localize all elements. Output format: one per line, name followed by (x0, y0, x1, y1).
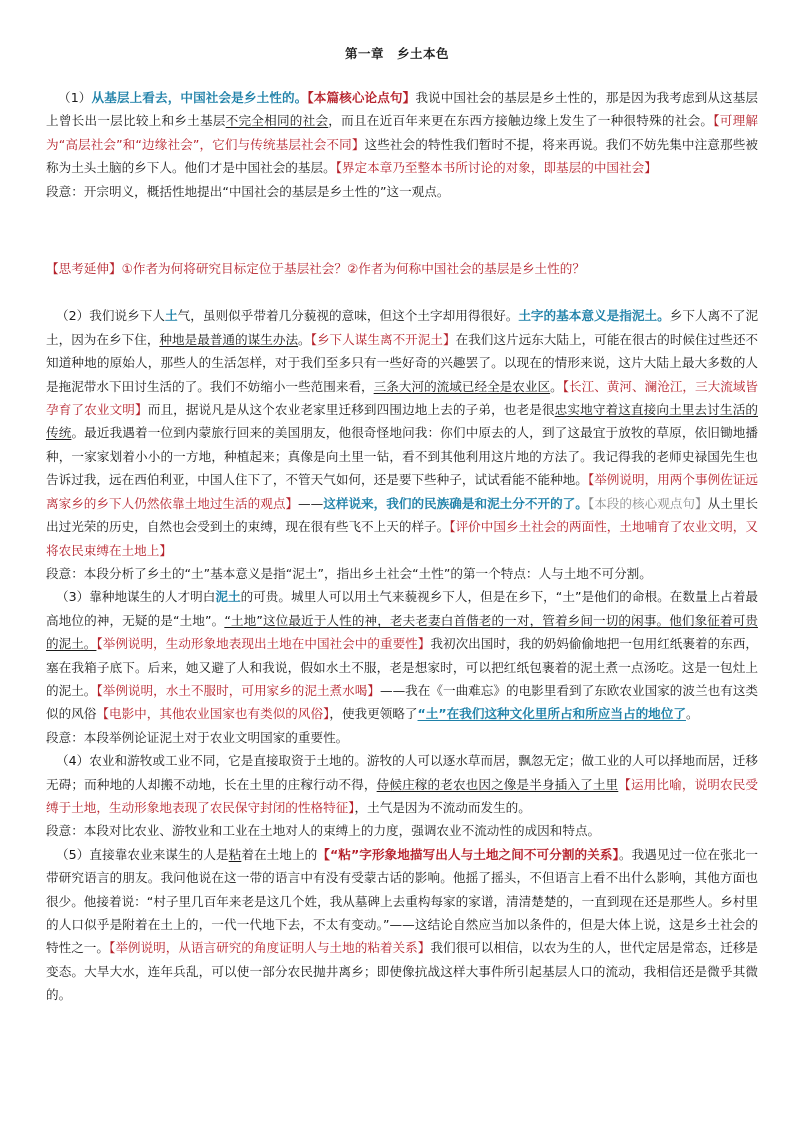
paragraph-gist: 段意：本段举例论证泥土对于农业文明国家的重要性。 (46, 729, 349, 745)
annotation: 【本篇核心论点句】 (307, 90, 416, 105)
keyword: 土 (165, 308, 178, 324)
chapter-title: 第一章 乡土本色 (344, 46, 449, 61)
key-sentence: 从基层上看去，中国社会是乡土性的。 (91, 90, 308, 105)
annotation: 【电影中，其他农业国家也有类似的风俗】 (96, 706, 330, 722)
annotation: 【长江、黄河、澜沧江，三大流域皆孕育了农业文明】 (46, 378, 759, 418)
key-sentence: 这样说来，我们的民族确是和泥土分不开的了。 (323, 495, 588, 511)
paragraph-5: （5）直接靠农业来谋生的人是粘着在土地上的【“粘”字形象地描写出人与土地之间不可分割的关系】。我遇见过一位在张北一带研究语言的朋友。我问他说在这一带的语言中有没有受蒙古话的影响。他摇了摇头，不但语言上看不出什么影响，其他方面也很少。他接着说：“村子里几百年来老是这几个姓，我从墓碑上去重构每家的家谱，清清楚楚的，一直到现在还是那些人。乡村里的人口似乎是附着在土上的，一代一代地下去，不太有变动。”——这结论自然应当加以条件的，但是大体上说，这是乡土社会的特性之一。【举例说明，从语言研究的角度证明人与土地的粘着关系】我们很可以相信，以农为生的人，世代定居是常态，迁移是变态。大旱大水，连年兵乱，可以使一部分农民抛井离乡；即使像抗战这样大事件所引起基层人口的流动，我相信还是微乎其微的。 (46, 846, 759, 1003)
annotation: 【乡下人谋生离不开泥土】 (310, 331, 456, 347)
body-text: ，而且在近百年来更在东西方接触边缘上发生了一种很特殊的社会。 (328, 113, 714, 129)
annotation: 【“粘”字形象地描写出人与土地之间不可分割的关系】 (317, 846, 619, 862)
keyword: 泥土 (215, 589, 241, 605)
underlined-text: 不完全相同的社会 (225, 113, 329, 129)
underlined-text: 种地是最普通的谋生办法 (159, 331, 299, 347)
document-body (46, 86, 758, 1007)
paragraph-number: （2） (56, 308, 90, 324)
key-sentence: 土字的基本意义是指泥土。 (518, 308, 670, 324)
paragraph-gist: 段意：本段对比农业、游牧业和工业在土地对人的束缚上的力度，强调农业不流动性的成因和特点。 (46, 823, 601, 839)
paragraph-number: （4） (56, 753, 90, 769)
body-text: 我说中国社会的基层是乡土性的，那是因为我考虑到从这基层上曾长出一层比较上和乡土基层 (46, 90, 759, 129)
underlined-text: “土地”这位最近于人性的神，老夫老妻白首偕老的一对，管着乡间一切的闲事。他们象征着可贵的泥土。 (46, 612, 758, 652)
annotation: 【举例说明，水土不服时，可用家乡的泥土煮水喝】 (96, 682, 380, 698)
annotation: 【本段的核心观点句】 (587, 495, 708, 511)
annotation: 【举例说明，生动形象地表现出土地在中国社会中的重要性】 (96, 636, 431, 652)
underlined-text: 侍候庄稼的老农也因之像是半身插入了土里 (376, 776, 619, 792)
underlined-text: 粘 (228, 846, 242, 862)
paragraph-gist: 段意：开宗明义，概括性地提出“中国社会的基层是乡土性的”这一观点。 (46, 183, 450, 199)
annotation: 【举例说明，从语言研究的角度证明人与土地的粘着关系】 (109, 940, 431, 956)
key-sentence: “土”在我们这种文化里所占和所应当占的地位了 (417, 706, 686, 722)
paragraph-number: （1） (58, 90, 92, 105)
paragraph-number: （5） (56, 846, 90, 862)
body-text: 这些社会的特性我们暂时不提，将来再说。我们不妨先集中注意那些被称为土头土脑的乡下人。他们才是中国社会的基层。 (46, 136, 758, 176)
paragraph-gist: 段意：本段分析了乡土的“土”基本意义是指“泥土”，指出乡土社会“土性”的第一个特点：人与土地不可分割。 (46, 565, 652, 581)
paragraph-1 (46, 86, 758, 180)
underlined-text: 忠实地守着这直接向土里去讨生活的传统 (46, 402, 759, 441)
paragraph-4: （4）农业和游牧或工业不同，它是直接取资于土地的。游牧的人可以逐水草而居，飘忽无定；做工业的人可以择地而居，迁移无碍；而种地的人却搬不动地，长在土里的庄稼行动不得，侍候庄稼的老农也因之像是半身插入了土里【运用比喻，说明农民受缚于土地，生动形象地表现了农民保守封闭的性格特征】，土气是因为不流动而发生的。 (46, 753, 759, 815)
annotation: 【界定本章乃至整本书所讨论的对象，即基层的中国社会】 (335, 160, 657, 176)
annotation: 【运用比喻，说明农民受缚于土地，生动形象地表现了农民保守封闭的性格特征】 (46, 776, 759, 815)
annotation: 【举例说明，用两个事例佐证远离家乡的乡下人仍然依靠土地过生活的观点】 (46, 472, 759, 511)
annotation: 【可理解为“高层社会”和“边缘社会”，它们与传统基层社会不同】 (46, 113, 759, 152)
paragraph-number: （3） (56, 589, 90, 605)
think-extension: 【思考延伸】①作者为何将研究目标定位于基层社会？②作者为何称中国社会的基层是乡土性的？ (46, 261, 585, 277)
annotation: 【评价中国乡土社会的两面性，土地哺育了农业文明，又将农民束缚在土地上】 (46, 519, 759, 558)
paragraph-3: （3）靠种地谋生的人才明白泥土的可贵。城里人可以用土气来藐视乡下人，但是在乡下，“土”是他们的命根。在数量上占着最高地位的神，无疑的是“土地”。“土地”这位最近于人性的神，老夫老妻白首偕老的一对，管着乡间一切的闲事。他们象征着可贵的泥土。【举例说明，生动形象地表现出土地在中国社会中的重要性】我初次出国时，我的奶妈偷偷地把一包用红纸裹着的东西，塞在我箱子底下。后来，她又避了人和我说，假如水土不服，老是想家时，可以把红纸包裹着的泥土煮一点汤吃。这是一包灶上的泥土。【举例说明，水土不服时，可用家乡的泥土煮水喝】——我在《一曲难忘》的电影里看到了东欧农业国家的波兰也有这类似的风俗【电影中，其他农业国家也有类似的风俗】，使我更领略了“土”在我们这种文化里所占和所应当占的地位了。 (46, 589, 759, 722)
paragraph-2: （2）我们说乡下人土气，虽则似乎带着几分藐视的意味，但这个土字却用得很好。土字的基本意义是指泥土。乡下人离不了泥土，因为在乡下住，种地是最普通的谋生办法。【乡下人谋生离不开泥土】在我们这片远东大陆上，可能在很古的时候住过些还不知道种地的原始人，那些人的生活怎样，对于我们至多只有一些好奇的兴趣罢了。以现在的情形来说，这片大陆上最大多数的人是拖泥带水下田讨生活的了。我们不妨缩小一些范围来看，三条大河的流域已经全是农业区。【长江、黄河、澜沧江，三大流域皆孕育了农业文明】而且，据说凡是从这个农业老家里迁移到四围边地上去的子弟，也老是很忠实地守着这直接向土里去讨生活的传统。最近我遇着一位到内蒙旅行回来的美国朋友，他很奇怪地问我：你们中原去的人，到了这最宜于放牧的草原，依旧锄地播种，一家家划着小小的一方地，种植起来；真像是向土里一钻，看不到其他利用这片地的方法了。我记得我的老师史禄国先生也告诉过我，远在西伯利亚，中国人住下了，不管天气如何，还是要下些种子，试试看能不能种地。【举例说明，用两个事例佐证远离家乡的乡下人仍然依靠土地过生活的观点】——这样说来，我们的民族确是和泥土分不开的了。【本段的核心观点句】从土里长出过光荣的历史，自然也会受到土的束缚，现在很有些飞不上天的样子。【评价中国乡土社会的两面性，土地哺育了农业文明，又将农民束缚在土地上】 (46, 308, 759, 558)
underlined-text: 三条大河的流域已经全是农业区 (373, 378, 551, 394)
